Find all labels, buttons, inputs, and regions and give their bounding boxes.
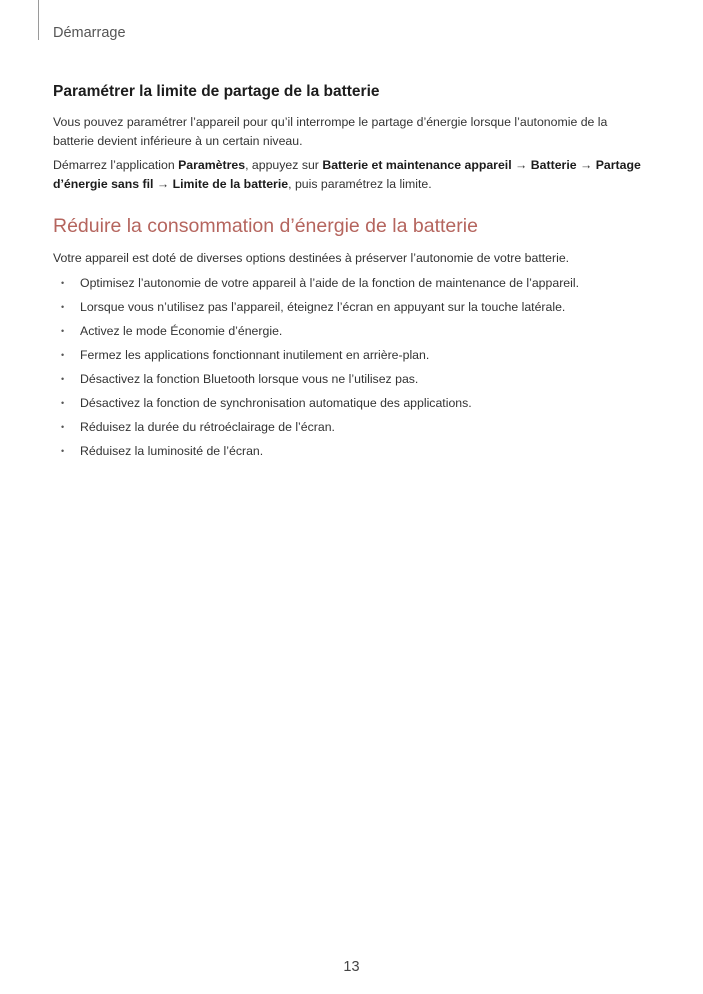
bullet-icon: • bbox=[61, 301, 65, 312]
tip-item bbox=[53, 346, 643, 365]
bullet-icon: • bbox=[61, 373, 65, 384]
menu-path-item: Batterie et maintenance appareil bbox=[322, 158, 512, 172]
menu-path-item: Limite de la batterie bbox=[172, 176, 289, 191]
tip-text: Fermez les applications fonctionnant inutilement en arrière-plan. bbox=[80, 347, 430, 362]
menu-path-item: Paramètres bbox=[178, 158, 246, 172]
instruction-text: Démarrez l’application bbox=[53, 158, 179, 172]
tip-item bbox=[53, 418, 643, 437]
bullet-icon: • bbox=[61, 397, 65, 408]
tip-text: Optimisez l’autonomie de votre appareil à l’aide de la fonction de maintenance de l’appareil. bbox=[80, 275, 580, 290]
bullet-icon: • bbox=[61, 325, 65, 336]
tip-item bbox=[53, 442, 643, 461]
battery-share-intro: Vous pouvez paramétrer l’appareil pour qu’il interrompe le partage d’énergie lorsque l’autonomie de la batterie devient inférieure à un certain niveau. bbox=[53, 115, 608, 148]
tip-text: Réduisez la luminosité de l’écran. bbox=[80, 443, 264, 458]
tip-item bbox=[53, 274, 643, 293]
instruction-text: , puis paramétrez la limite. bbox=[288, 176, 432, 191]
page-number: 13 bbox=[343, 959, 360, 975]
reduce-consumption-intro: Votre appareil est doté de diverses options destinées à préserver l’autonomie de votre batterie. bbox=[53, 251, 570, 265]
tips-list bbox=[53, 274, 643, 461]
tip-text: Activez le mode Économie d’énergie. bbox=[80, 323, 283, 338]
bullet-icon: • bbox=[61, 445, 65, 456]
bullet-icon: • bbox=[61, 349, 65, 360]
menu-path-item: Partage d’énergie sans fil bbox=[53, 158, 641, 191]
reduce-consumption-heading: Réduire la consommation d’énergie de la batterie bbox=[53, 215, 478, 237]
instruction-text: , appuyez sur bbox=[245, 158, 323, 172]
tip-text: Lorsque vous n’utilisez pas l’appareil, éteignez l’écran en appuyant sur la touche latérale. bbox=[80, 299, 566, 314]
tip-item bbox=[53, 394, 643, 413]
battery-share-heading: Paramétrer la limite de partage de la batterie bbox=[53, 83, 380, 100]
page-content bbox=[53, 82, 643, 466]
menu-path-item: Batterie bbox=[530, 158, 577, 172]
tip-item bbox=[53, 322, 643, 341]
bullet-icon: • bbox=[61, 277, 65, 288]
section-label: Démarrage bbox=[53, 25, 126, 41]
bullet-icon: • bbox=[61, 421, 65, 432]
instruction-text: → bbox=[153, 176, 173, 191]
section-divider bbox=[38, 0, 39, 40]
tip-item bbox=[53, 298, 643, 317]
tip-text: Désactivez la fonction de synchronisation automatique des applications. bbox=[80, 395, 472, 410]
tip-item bbox=[53, 370, 643, 389]
instruction-text: → bbox=[511, 158, 531, 172]
instruction-text: → bbox=[576, 158, 596, 172]
tip-text: Désactivez la fonction Bluetooth lorsque vous ne l’utilisez pas. bbox=[80, 371, 419, 386]
battery-share-steps bbox=[53, 156, 643, 193]
tip-text: Réduisez la durée du rétroéclairage de l’écran. bbox=[80, 419, 335, 434]
